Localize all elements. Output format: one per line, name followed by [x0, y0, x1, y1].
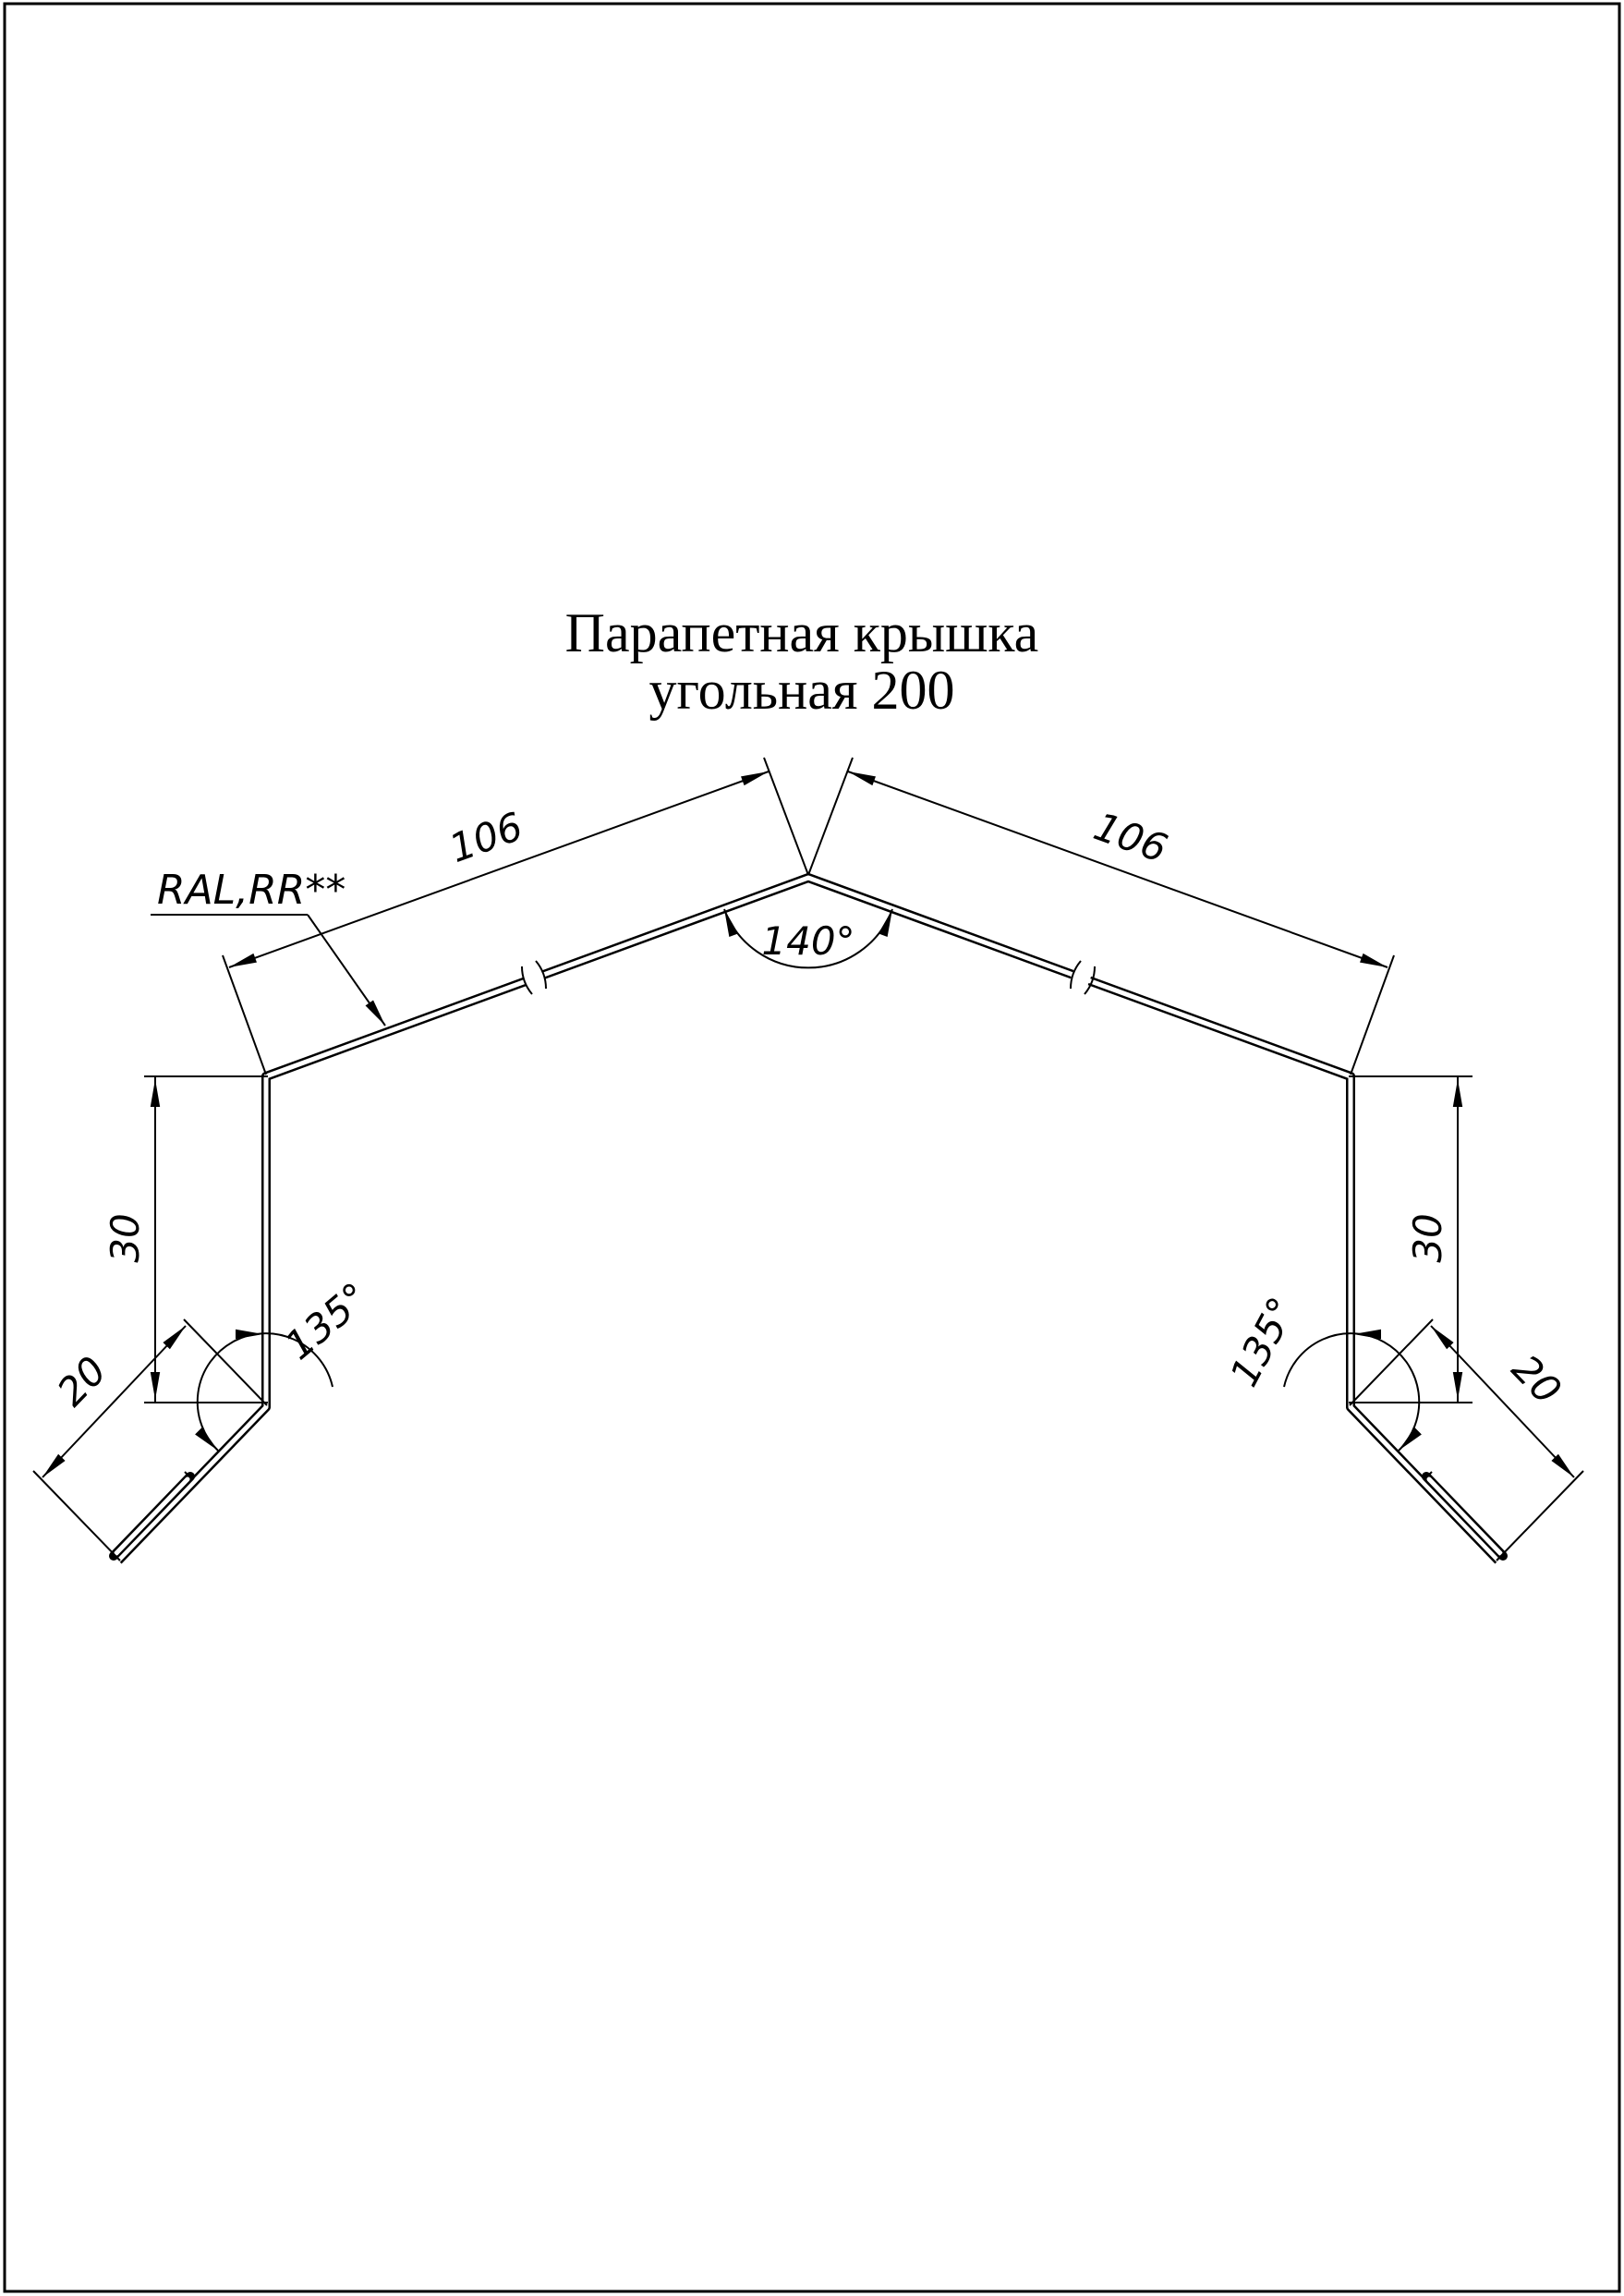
arrow: [1353, 1330, 1381, 1339]
hem-right-core: [1429, 1479, 1500, 1553]
angle-label-apex: 140°: [761, 918, 855, 964]
profile-contour-core: [118, 878, 1498, 1561]
arrow: [236, 1330, 263, 1339]
dimension-labels: [48, 804, 1569, 1415]
break-marks: [520, 960, 1095, 996]
arrow: [1360, 954, 1389, 972]
arrow: [1395, 1427, 1422, 1454]
dim-label-hook-left: 20: [48, 1347, 115, 1415]
ext-hook-right-bend: [1350, 1319, 1433, 1405]
arrow: [1453, 1079, 1462, 1107]
hem-left-core: [116, 1479, 188, 1553]
ext-hook-left-bend: [184, 1319, 267, 1405]
arrow: [846, 767, 876, 785]
profile-outline: [114, 878, 1503, 1561]
dim-label-hook-right: 20: [1503, 1345, 1570, 1414]
arrow: [151, 1079, 160, 1107]
material-label: RAL,RR**: [157, 867, 346, 914]
ext-hook-right-tip: [1497, 1471, 1583, 1561]
dim-label-slope-left: 106: [442, 803, 529, 872]
title-line-2: угольная 200: [648, 660, 955, 721]
ext-shoulder-right: [1351, 955, 1394, 1075]
dim-label-slope-right: 106: [1087, 803, 1174, 872]
arrow: [1551, 1454, 1577, 1481]
arrow: [741, 767, 770, 785]
dim-line-slope-right: [848, 771, 1388, 967]
arrow: [163, 1322, 188, 1349]
page-border: [5, 4, 1619, 2291]
ext-hook-left-tip: [33, 1471, 120, 1561]
profile-contour-outer: [118, 878, 1498, 1561]
angle-label-corner-left: 135°: [276, 1273, 378, 1369]
ext-apex-right: [808, 758, 853, 875]
angle-label-corner-right: 135°: [1220, 1290, 1305, 1394]
arrow: [1427, 1322, 1453, 1349]
ext-shoulder-left: [223, 955, 266, 1075]
dim-label-side-right: 30: [1405, 1213, 1450, 1263]
arrow: [195, 1427, 222, 1454]
leader-arrow: [366, 1000, 390, 1028]
arrow: [39, 1454, 65, 1481]
dim-label-side-left: 30: [103, 1213, 148, 1263]
drawing-title: [565, 602, 1039, 721]
arrow: [151, 1372, 160, 1400]
arrow: [227, 954, 257, 972]
ext-apex-left: [764, 758, 808, 875]
title-line-1: Парапетная крышка: [564, 602, 1039, 663]
arrow: [1453, 1372, 1462, 1400]
